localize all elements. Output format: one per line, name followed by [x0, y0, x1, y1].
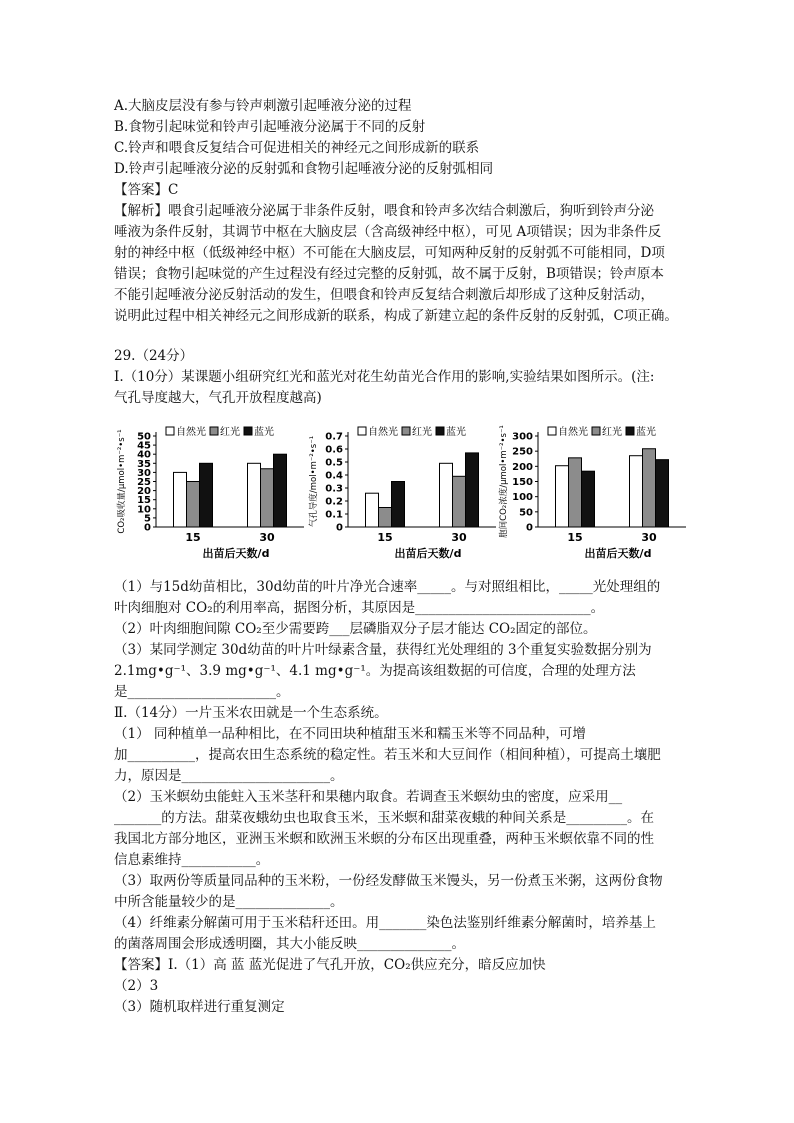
y-tick-label: 200: [512, 461, 533, 473]
x-axis-label: 出苗后天数/d: [584, 547, 652, 560]
analysis-line: 不能引起唾液分泌反射活动的发生，但喂食和铃声反复结合刺激后却形成了这种反射活动，: [114, 287, 654, 303]
bar-蓝光: [582, 471, 595, 527]
answer-line: （2）3: [114, 978, 159, 994]
y-tick-label: 45: [137, 440, 151, 452]
legend-label: 蓝光: [636, 427, 656, 438]
analysis-line: 说明此过程中相关神经元之间形成新的联系，构成了新建立起的条件反射的反射弧，C项正确。: [114, 308, 678, 324]
legend-swatch: [626, 427, 634, 435]
y-axis-label: 胞间CO₂浓度/μmol•m⁻²•s⁻¹: [499, 425, 509, 538]
question-line: 叶肉细胞对 CO₂的利用率高，据图分析，其原因是__________________________。: [114, 600, 605, 616]
y-tick-label: 0.7: [325, 431, 343, 443]
y-axis-label: CO₂吸收量/μmol•m⁻²•s⁻¹: [117, 429, 127, 534]
x-axis-label: 出苗后天数/d: [202, 547, 270, 560]
y-tick-label: 0.1: [325, 509, 343, 521]
option-c: C.铃声和喂食反复结合可促进相关的神经元之间形成新的联系: [114, 140, 480, 156]
bar-红光: [187, 482, 200, 528]
option-b: B.食物引起味觉和铃声引起唾液分泌属于不同的反射: [114, 119, 426, 135]
question-line: （1）与15d幼苗相比，30d幼苗的叶片净光合速率_____。与对照组相比，_____光处理组的: [114, 579, 661, 595]
bar-红光: [643, 449, 656, 527]
chart-co2-absorption: [114, 420, 314, 560]
question-line: _______的方法。甜菜夜蛾幼虫也取食玉米，玉米螟和甜菜夜蛾的种间关系是_________。在: [114, 810, 654, 826]
legend-swatch: [548, 427, 556, 435]
bar-蓝光: [274, 454, 287, 527]
legend-swatch: [166, 427, 174, 435]
legend-swatch: [210, 427, 218, 435]
bar-蓝光: [392, 482, 405, 528]
x-tick-label: 30: [451, 531, 467, 544]
y-tick-label: 40: [137, 449, 151, 461]
question-line: Ⅱ.（14分）一片玉米农田就是一个生态系统。: [114, 705, 388, 721]
y-tick-label: 300: [512, 431, 533, 443]
y-tick-label: 0: [526, 522, 533, 534]
y-tick-label: 0.2: [325, 496, 343, 508]
x-tick-label: 30: [259, 531, 275, 544]
y-tick-label: 25: [137, 477, 151, 488]
question-intro: 气孔导度越大，气孔开放程度越高): [114, 390, 322, 406]
chart-intercellular-co2: [496, 420, 696, 560]
question-line: 中所含能量较少的是______________。: [114, 894, 344, 910]
bar-蓝光: [656, 460, 669, 527]
y-tick-label: 0: [144, 522, 151, 534]
y-tick-label: 0.4: [325, 470, 343, 482]
analysis-line: 射的神经中枢（低级神经中枢）不可能在大脑皮层，可知两种反射的反射弧不可能相同，D项: [114, 245, 665, 261]
bar-自然光: [174, 472, 187, 527]
question-line: 力，原因是______________________。: [114, 768, 344, 784]
question-line: 2.1mg•g⁻¹、3.9 mg•g⁻¹、4.1 mg•g⁻¹。为提高该组数据的可信度，合理的处理方法: [114, 663, 636, 679]
y-tick-label: 30: [137, 467, 151, 479]
question-line: （3）某同学测定 30d幼苗的叶片叶绿素含量，获得红光处理组的 3个重复实验数据分别为: [114, 642, 652, 658]
y-tick-label: 0.5: [325, 457, 343, 469]
analysis-line: 唾液为条件反射，其调节中枢在大脑皮层（含高级神经中枢），可见 A项错误；因为非条件反: [114, 224, 662, 240]
legend-label: 蓝光: [446, 427, 466, 438]
y-tick-label: 35: [137, 458, 151, 470]
question-line: （4）纤维素分解菌可用于玉米秸秆还田。用_______染色法鉴别纤维素分解菌时，培养基上: [114, 915, 656, 931]
y-tick-label: 20: [137, 486, 151, 498]
x-tick-label: 15: [567, 531, 583, 544]
y-tick-label: 50: [137, 431, 151, 443]
legend-swatch: [358, 427, 366, 435]
analysis-line: 错误；食物引起味觉的产生过程没有经过完整的反射弧，故不属于反射，B项错误；铃声原本: [114, 266, 664, 282]
question-line: 我国北方部分地区，亚洲玉米螟和欧洲玉米螟的分布区出现重叠，两种玉米螟依靠不同的性: [114, 831, 654, 847]
question-line: 是______________________。: [114, 684, 290, 700]
legend-swatch: [244, 427, 252, 435]
answer-line: 【答案】Ⅰ.（1）高 蓝 蓝光促进了气孔开放，CO₂供应充分，暗反应加快: [114, 957, 546, 973]
legend-label: 自然光: [368, 427, 398, 438]
legend-label: 红光: [602, 427, 622, 438]
legend-swatch: [402, 427, 410, 435]
chart-stomatal-conductance: [306, 420, 506, 560]
bar-自然光: [248, 463, 261, 527]
question-line: 加__________，提高农田生态系统的稳定性。若玉米和大豆间作（相间种植），可提高土壤肥: [114, 747, 661, 763]
y-tick-label: 15: [137, 495, 151, 507]
question-header: 29.（24分）: [114, 348, 194, 364]
bar-红光: [379, 508, 392, 528]
y-tick-label: 10: [137, 504, 151, 516]
option-a: A.大脑皮层没有参与铃声刺激引起唾液分泌的过程: [114, 98, 412, 114]
x-tick-label: 15: [185, 531, 201, 544]
legend-swatch: [592, 427, 600, 435]
x-axis-label: 出苗后天数/d: [394, 547, 462, 560]
y-tick-label: 100: [512, 492, 533, 504]
bar-自然光: [630, 456, 643, 527]
question-line: （3）取两份等质量同品种的玉米粉，一份经发酵做玉米馒头，另一份煮玉米粥，这两份食物: [114, 873, 663, 889]
bar-红光: [261, 469, 274, 527]
legend-label: 红光: [412, 427, 432, 438]
legend-label: 自然光: [558, 427, 588, 438]
bar-红光: [569, 458, 582, 527]
y-tick-label: 0.3: [325, 483, 343, 495]
bar-蓝光: [200, 463, 213, 527]
question-line: 信息素维持___________。: [114, 852, 270, 868]
y-tick-label: 50: [519, 507, 533, 519]
answer-label: 【答案】C: [114, 182, 179, 198]
bar-自然光: [366, 493, 379, 527]
option-d: D.铃声引起唾液分泌的反射弧和食物引起唾液分泌的反射弧相同: [114, 161, 494, 177]
bar-自然光: [556, 466, 569, 527]
x-tick-label: 15: [377, 531, 393, 544]
x-tick-label: 30: [641, 531, 657, 544]
y-tick-label: 250: [512, 446, 533, 458]
question-line: （2）叶肉细胞间隙 CO₂至少需要跨___层磷脂双分子层才能达 CO₂固定的部位。: [114, 621, 597, 637]
analysis-line: 【解析】喂食引起唾液分泌属于非条件反射，喂食和铃声多次结合刺激后，狗听到铃声分泌: [114, 203, 654, 219]
legend-swatch: [436, 427, 444, 435]
legend-label: 蓝光: [254, 427, 274, 438]
answer-line: （3）随机取样进行重复测定: [114, 999, 285, 1015]
y-tick-label: 150: [512, 477, 533, 488]
question-line: 的菌落周围会形成透明圈，其大小能反映______________。: [114, 936, 465, 952]
question-line: （2）玉米螟幼虫能蛀入玉米茎秆和果穗内取食。若调查玉米螟幼虫的密度，应采用__: [114, 789, 623, 805]
question-intro: Ⅰ.（10分）某课题小组研究红光和蓝光对花生幼苗光合作用的影响,实验结果如图所示。(注:: [114, 369, 655, 385]
y-axis-label: 气孔导度/mol•m⁻²•s⁻¹: [309, 435, 319, 528]
y-tick-label: 0: [336, 522, 343, 534]
y-tick-label: 5: [144, 513, 151, 525]
legend-label: 自然光: [176, 427, 206, 438]
question-line: （1） 同种植单一品种相比，在不同田块种植甜玉米和糯玉米等不同品种，可增: [114, 726, 586, 742]
legend-label: 红光: [220, 427, 240, 438]
bar-自然光: [440, 463, 453, 527]
bar-蓝光: [466, 453, 479, 527]
bar-红光: [453, 476, 466, 527]
y-tick-label: 0.6: [325, 444, 343, 456]
